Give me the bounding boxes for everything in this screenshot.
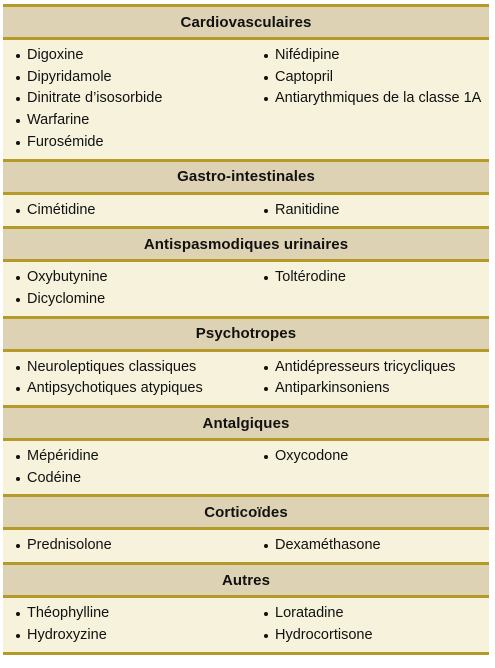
section-body	[3, 598, 489, 651]
section-body	[3, 441, 489, 494]
list-item: Oxycodone	[263, 446, 487, 468]
left-column	[15, 200, 263, 222]
left-column	[15, 45, 263, 154]
list-item: Hydroxyzine	[15, 625, 263, 647]
list-item: Neuroleptiques classiques	[15, 357, 263, 379]
section-body	[3, 352, 489, 405]
list-item: Toltérodine	[263, 267, 487, 289]
list-item: Nifédipine	[263, 45, 487, 67]
section-body	[3, 530, 489, 562]
left-column	[15, 446, 263, 489]
list-item: Dipyridamole	[15, 67, 263, 89]
list-item: Ranitidine	[263, 200, 487, 222]
section-gastro-intestinales	[3, 162, 489, 230]
right-column	[263, 446, 487, 489]
section-header: Cardiovasculaires	[3, 7, 489, 40]
list-item: Dinitrate d’isosorbide	[15, 88, 263, 110]
section-body	[3, 262, 489, 315]
section-autres	[3, 565, 489, 654]
section-body	[3, 40, 489, 159]
list-item: Oxybutynine	[15, 267, 263, 289]
right-column	[263, 357, 487, 400]
list-item: Hydrocortisone	[263, 625, 487, 647]
section-antispasmodiques-urinaires	[3, 229, 489, 318]
list-item: Cimétidine	[15, 200, 263, 222]
section-body	[3, 195, 489, 227]
right-column	[263, 267, 487, 310]
list-item: Prednisolone	[15, 535, 263, 557]
list-item: Warfarine	[15, 110, 263, 132]
list-item: Antipsychotiques atypiques	[15, 378, 263, 400]
drug-category-table	[3, 4, 489, 655]
left-column	[15, 535, 263, 557]
right-column	[263, 603, 487, 646]
right-column	[263, 200, 487, 222]
list-item: Antiarythmiques de la classe 1A	[263, 88, 487, 110]
list-item: Théophylline	[15, 603, 263, 625]
section-header: Psychotropes	[3, 319, 489, 352]
list-item: Antidépresseurs tricycliques	[263, 357, 487, 379]
left-column	[15, 603, 263, 646]
list-item: Furosémide	[15, 132, 263, 154]
right-column	[263, 535, 487, 557]
list-item: Antiparkinsoniens	[263, 378, 487, 400]
section-antalgiques	[3, 408, 489, 497]
left-column	[15, 267, 263, 310]
list-item: Dexaméthasone	[263, 535, 487, 557]
section-header: Gastro-intestinales	[3, 162, 489, 195]
left-column	[15, 357, 263, 400]
section-psychotropes	[3, 319, 489, 408]
list-item: Digoxine	[15, 45, 263, 67]
right-column	[263, 45, 487, 154]
list-item: Codéine	[15, 468, 263, 490]
section-header: Autres	[3, 565, 489, 598]
list-item: Mépéridine	[15, 446, 263, 468]
section-header: Antalgiques	[3, 408, 489, 441]
section-cardiovasculaires	[3, 7, 489, 162]
list-item: Loratadine	[263, 603, 487, 625]
section-header: Antispasmodiques urinaires	[3, 229, 489, 262]
section-header: Corticoïdes	[3, 497, 489, 530]
list-item: Dicyclomine	[15, 289, 263, 311]
list-item: Captopril	[263, 67, 487, 89]
section-corticoides	[3, 497, 489, 565]
